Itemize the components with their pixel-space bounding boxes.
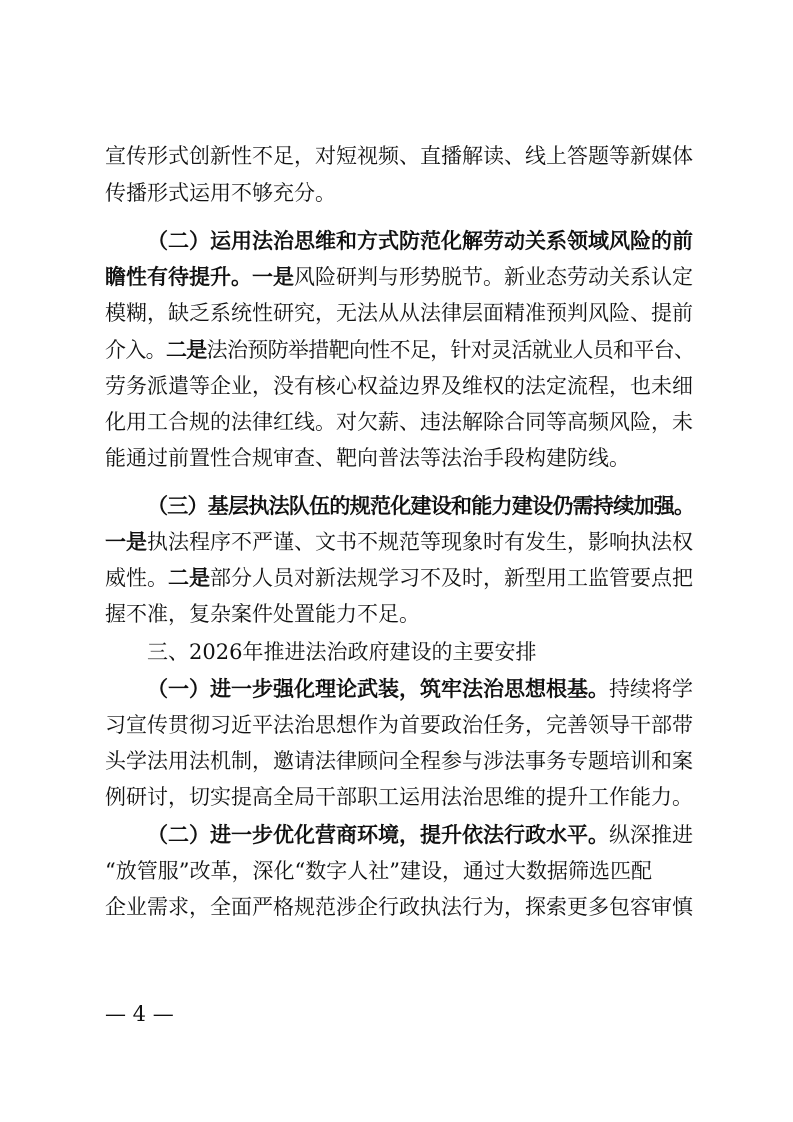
text-run: 三、2026年推进法治政府建设的主要安排 [147,640,537,664]
paragraph-line [105,527,695,557]
bold-text-run: 瞻性有待提升。一是 [105,265,294,289]
paragraph-line [105,782,695,812]
paragraph-line [105,746,695,776]
text-run: 模糊，缺乏系统性研究，无法从从法律层面精准预判风险、提前 [105,301,693,325]
text-run: 例研讨，切实提高全局干部职工运用法治思维的提升工作能力。 [105,785,693,809]
text-run: 纵深推进 [609,823,693,847]
bold-text-run: 一是 [105,530,147,554]
text-run: 能通过前置性合规审查、靶向普法等法治手段构建防线。 [105,446,630,470]
paragraph-line [105,710,695,740]
text-run: 劳务派遣等企业，没有核心权益边界及维权的法定流程，也未细 [105,374,693,398]
bold-text-run: （三）基层执法队伍的规范化建设和能力建设仍需持续加强。 [147,494,695,518]
text-run: 企业需求，全面严格规范涉企行政执法行为，探索更多包容审慎 [105,895,693,919]
paragraph-line [105,856,695,886]
paragraph-line [105,298,695,328]
text-run: 持续将学 [609,677,693,701]
text-run: 习宣传贯彻习近平法治思想作为首要政治任务，完善领导干部带 [105,713,693,737]
paragraph-line [105,335,695,365]
bold-text-run: （一）进一步强化理论武装，筑牢法治思想根基。 [147,677,609,701]
bold-text-run: （二）运用法治思维和方式防范化解劳动关系领域风险的前 [147,229,693,253]
text-run: 头学法用法机制，邀请法律顾问全程参与涉法事务专题培训和案 [105,749,693,773]
paragraph-line [105,141,695,171]
paragraph-line [105,262,695,292]
bold-text-run: 二是 [168,566,210,590]
paragraph-line [105,371,695,401]
paragraph-line [105,407,695,437]
text-run: 握不准，复杂案件处置能力不足。 [105,602,420,626]
text-run: “放管服”改革，深化“数字人社”建设，通过大数据筛选匹配 [105,859,652,883]
section-title [147,637,695,667]
section-heading-line [147,674,695,704]
text-run: 宣传形式创新性不足，对短视频、直播解读、线上答题等新媒体 [105,144,693,168]
text-run: 威性。 [105,566,168,590]
section-heading-line [147,820,695,850]
section-heading-line [147,226,695,256]
text-run: 风险研判与形势脱节。新业态劳动关系认定 [294,265,693,289]
text-run: 化用工合规的法律红线。对欠薪、违法解除合同等高频风险，未 [105,410,693,434]
text-run: 介入。 [105,338,166,362]
bold-text-run: （二）进一步优化营商环境，提升依法行政水平。 [147,823,609,847]
bold-text-run: 二是 [165,338,207,362]
paragraph-line [105,892,695,922]
section-heading-line [147,491,695,521]
paragraph-line [105,563,695,593]
page-number: — 4 — [105,1002,174,1026]
text-run: 部分人员对新法规学习不及时，新型用工监管要点把 [210,566,693,590]
paragraph-line [105,178,695,208]
paragraph-line [105,443,695,473]
text-run: 传播形式运用不够充分。 [105,181,336,205]
text-run: 法治预防举措靶向性不足，针对灵活就业人员和平台、 [206,338,695,362]
paragraph-line [105,599,695,629]
text-run: 执法程序不严谨、文书不规范等现象时有发生，影响执法权 [147,530,693,554]
